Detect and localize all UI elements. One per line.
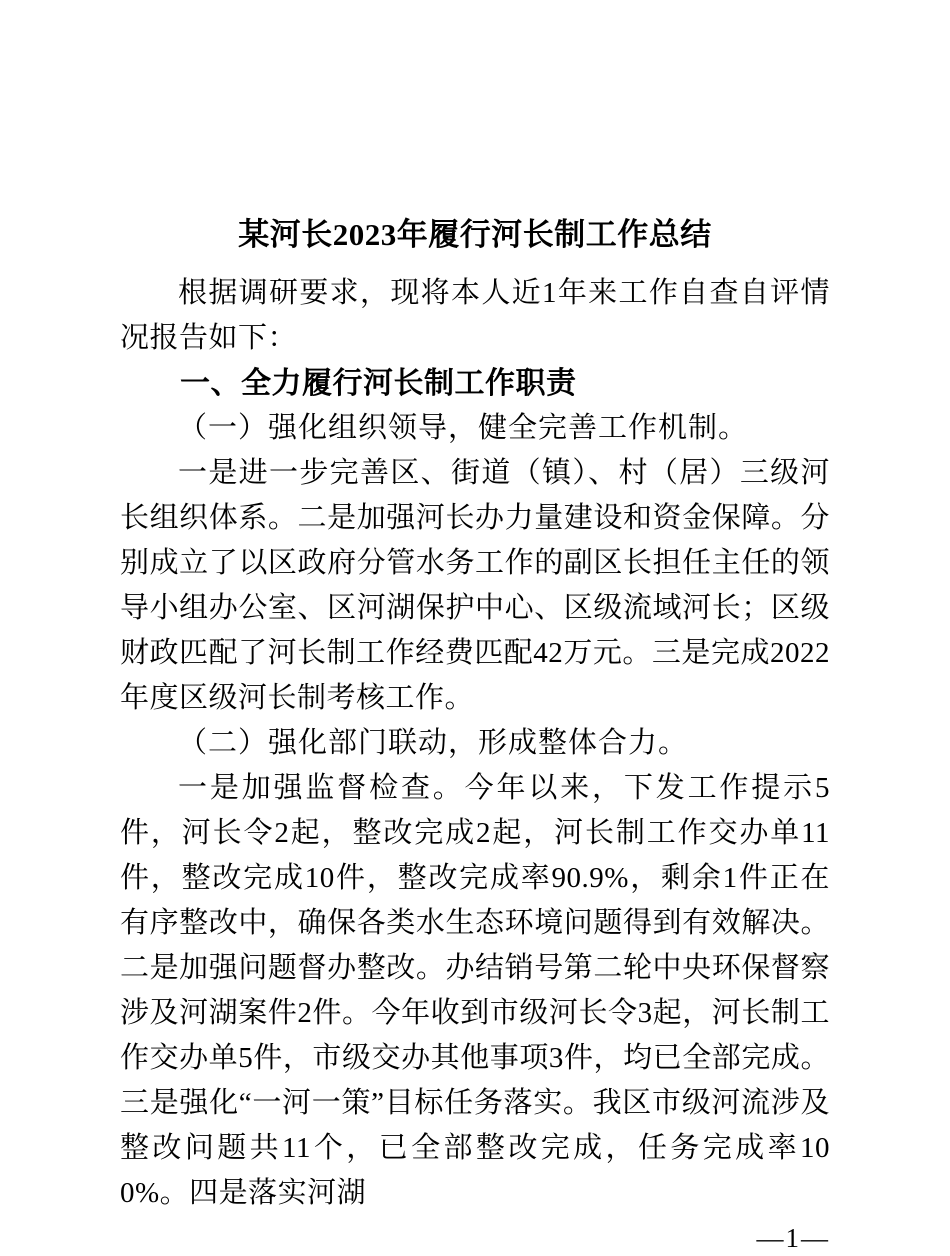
document-title: 某河长2023年履行河长制工作总结	[238, 217, 712, 252]
subsection-1-body: 一是进一步完善区、街道（镇）、村（居）三级河长组织体系。二是加强河长办力量建设和资金保障。分别成立了以区政府分管水务工作的副区长担任主任的领导小组办公室、区河湖保护中心、区级流域河长；区级财政匹配了河长制工作经费匹配42万元。三是完成2022年度区级河长制考核工作。	[120, 457, 830, 714]
section-1-heading: 一、全力履行河长制工作职责	[180, 367, 577, 400]
page-number: —1—	[756, 1223, 830, 1253]
subsection-2-body: 一是加强监督检查。今年以来，下发工作提示5件，河长令2起，整改完成2起，河长制工作交办单11件，整改完成10件，整改完成率90.9%，剩余1件正在有序整改中，确保各类水生态环境问题得到有效解决。二是加强问题督办整改。办结销号第二轮中央环保督察涉及河湖案件2件。今年收到市级河长令3起，河长制工作交办单5件，市级交办其他事项3件，均已全部完成。三是强化“一河一策”目标任务落实。我区市级河流涉及整改问题共11个，已全部整改完成，任务完成率100%。四是落实河湖	[120, 772, 830, 1209]
intro-paragraph: 根据调研要求，现将本人近1年来工作自查自评情况报告如下：	[120, 277, 830, 354]
subsection-2-heading: （二）强化部门联动，形成整体合力。	[178, 727, 689, 759]
subsection-1-heading: （一）强化组织领导，健全完善工作机制。	[178, 412, 749, 444]
